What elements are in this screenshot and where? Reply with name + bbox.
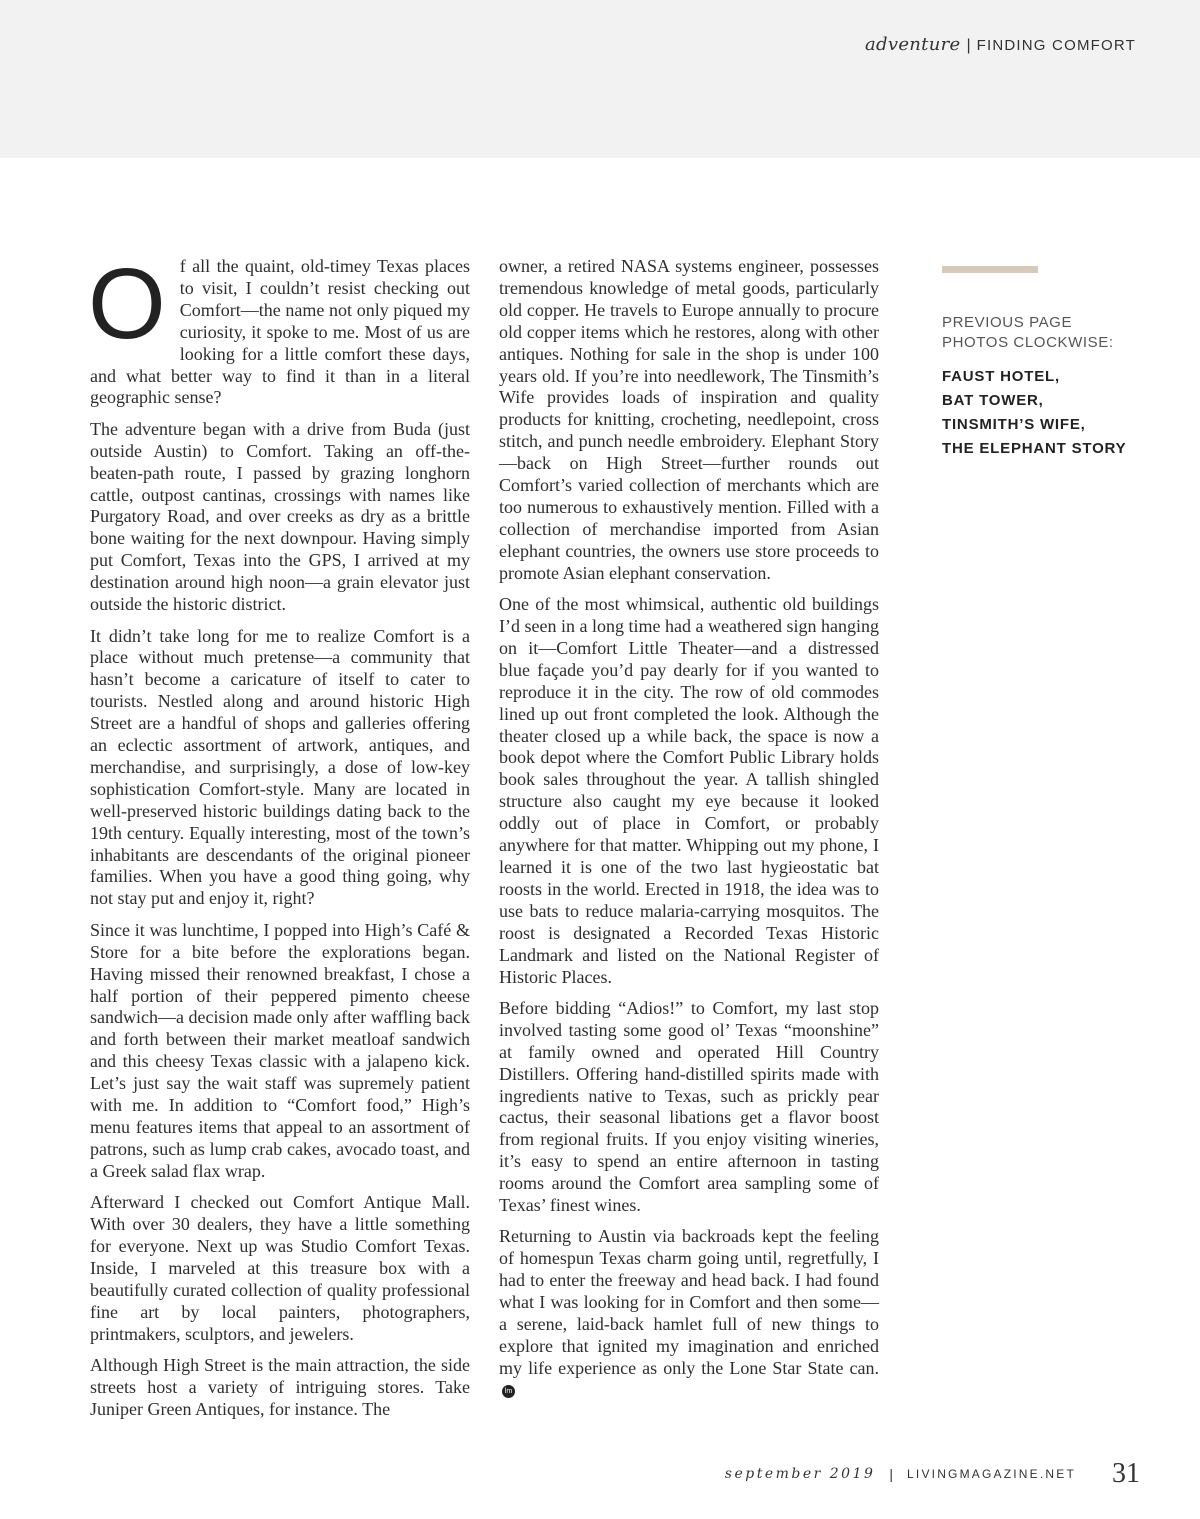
caption-label: PREVIOUS PAGE PHOTOS CLOCKWISE: [942,314,1114,351]
section-header [865,34,1136,55]
article-paragraph: It didn’t take long for me to realize Comfort is a place without much pretense—a community that hasn’t become a caricature of itself to cater to tourists. Nestled along and around historic High Street are a handful of shops and galleries offering an eclectic assortment of artwork, antiques, and merchandise, and surprisingly, a dose of low-key sophistication Comfort-style. Many are located in well-preserved historic buildings dating back to the 19th century. Equally interesting, most of the town’s inhabitants are descendants of the original pioneer families. When you have a good thing going, why not stay put and enjoy it, right? [90,625,470,909]
article-column-middle [499,256,879,1402]
section-title: FINDING COMFORT [976,37,1136,54]
article-paragraph [499,1226,879,1401]
article-paragraph: Afterward I checked out Comfort Antique Mall. With over 30 dealers, they have a little something for everyone. Next up was Studio Comfort Texas. Inside, I marveled at this treasure box with a beautifully curated collection of quality professional fine art by local painters, photographers, printmakers, sculptors, and jewelers. [90,1192,470,1344]
footer-separator: | [889,1466,894,1482]
header-band [0,0,1200,158]
caption-item: FAUST HOTEL, [942,368,1060,385]
paragraph-text: Returning to Austin via backroads kept the feeling of homespun Texas charm going until, regretfully, I had to enter the freeway and head back. I had found what I was looking for in Comfort and then some—a serene, laid-back hamlet full of new things to explore that ignited my imagination and enriched my life experience as only the Lone Star State can. [499,1226,879,1378]
caption-item: THE ELEPHANT STORY [942,440,1127,457]
caption-item: TINSMITH’S WIFE, [942,416,1086,433]
photo-caption-sidebar [942,266,1142,461]
caption-item: BAT TOWER, [942,392,1044,409]
issue-date: september 2019 [724,1466,876,1482]
website-link[interactable]: LIVINGMAGAZINE.NET [907,1467,1076,1481]
accent-rule [942,266,1038,273]
article-paragraph: owner, a retired NASA systems engineer, possesses tremendous knowledge of metal goods, particularly old copper. He travels to Europe annually to procure old copper items which he restores, along with other antiques. Nothing for sale in the shop is under 100 years old. If you’re into needlework, The Tinsmith’s Wife provides loads of inspiration and quality products for knitting, crocheting, needlepoint, cross stitch, and punch needle embroidery. Elephant Story—back on High Street—further rounds out Comfort’s varied collection of merchants which are too numerous to exhaustively mention. Filled with a collection of merchandise imported from Asian elephant countries, the owners use store proceeds to promote Asian elephant conservation. [499,256,879,583]
article-paragraph [88,248,470,409]
article-paragraph: The adventure began with a drive from Buda (just outside Austin) to Comfort. Taking an off-the-beaten-path route, I passed by grazing longhorn cattle, outpost cantinas, crossings with names like Purgatory Road, and over creeks as dry as a brittle bone waiting for the next downpour. Having simply put Comfort, Texas into the GPS, I arrived at my destination around high noon—a grain elevator just outside the historic district. [90,418,470,615]
section-separator: | [966,37,971,54]
article-paragraph: Although High Street is the main attraction, the side streets host a variety of intriguing stores. Take Juniper Green Antiques, for instance. The [90,1355,470,1419]
article-column-left [88,248,470,1421]
paragraph-text: f all the quaint, old-timey Texas places to visit, I couldn’t resist checking out Comfort—the name not only piqued my curiosity, it spoke to me. Most of us are looking for a little comfort these days, and what better way to find it than in a literal geographic sense? [90,256,470,408]
end-mark-icon: lm [502,1385,515,1398]
page-footer [725,1458,1140,1490]
page-number: 31 [1112,1458,1140,1489]
article-paragraph: Since it was lunchtime, I popped into High’s Café & Store for a bite before the explorations began. Having missed their renowned breakfast, I chose a half portion of their peppered pimento cheese sandwich—a decision made only after waffling back and forth between their market meatloaf sandwich and this cheesy Texas classic with a jalapeno kick. Let’s just say the wait staff was supremely patient with me. In addition to “Comfort food,” High’s menu features items that appeal to an assortment of patrons, such as lump crab cakes, avocado toast, and a Greek salad flax wrap. [90,919,470,1181]
section-category: adventure [865,34,961,55]
article-paragraph: One of the most whimsical, authentic old buildings I’d seen in a long time had a weathered sign hanging on it—Comfort Little Theater—and a distressed blue façade you’d pay dearly for if you wanted to reproduce it in the city. The row of old commodes lined up out front completed the look. Although the theater closed up a while back, the space is now a book depot where the Comfort Public Library holds book sales throughout the year. A tallish shingled structure also caught my eye because it looked oddly out of place in Comfort, or probably anywhere for that matter. Whipping out my phone, I learned it is one of the two last hygieostatic bat roosts in the world. Erected in 1918, the idea was to use bats to reduce malaria-carrying mosquitos. The roost is designated a Recorded Texas Historic Landmark and listed on the National Register of Historic Places. [499,594,879,987]
article-paragraph: Before bidding “Adios!” to Comfort, my last stop involved tasting some good ol’ Texas “moonshine” at family owned and operated Hill Country Distillers. Offering hand-distilled spirits made with ingredients native to Texas, such as prickly pear cactus, their seasonal libations get a flavor boost from regional fruits. If you enjoy visiting wineries, it’s easy to spend an entire afternoon in tasting rooms around the Comfort area sampling some of Texas’ finest wines. [499,997,879,1216]
drop-cap: O [88,248,166,360]
caption-list [942,365,1142,461]
